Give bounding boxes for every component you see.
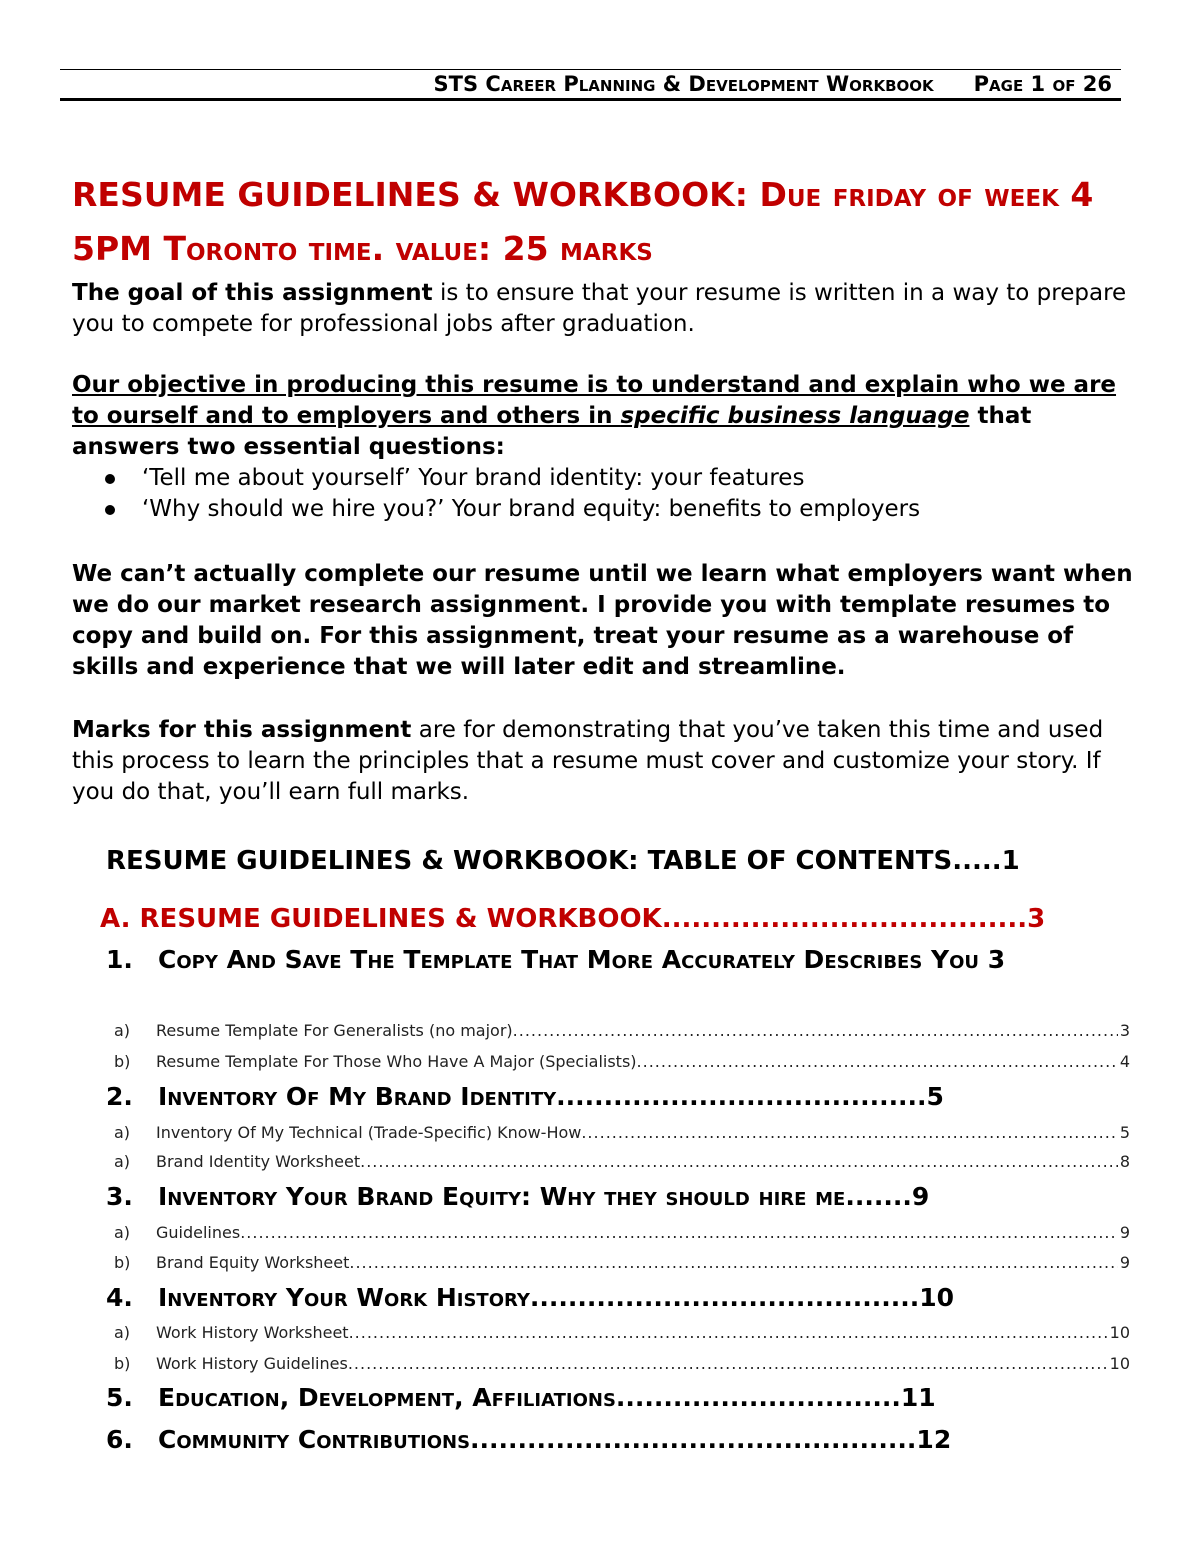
toc-subentry-text: Brand Identity Worksheet bbox=[156, 1152, 361, 1171]
header-of-label: of bbox=[1052, 72, 1076, 96]
toc-subentry[interactable] bbox=[114, 1322, 1130, 1344]
toc-leader bbox=[348, 1353, 1108, 1375]
toc-subentry-text: Guidelines bbox=[156, 1223, 241, 1242]
toc-leader bbox=[240, 1222, 1118, 1244]
toc-subentry[interactable] bbox=[114, 1122, 1130, 1144]
toc-subentry-text: Resume Template For Generalists (no major) bbox=[156, 1021, 513, 1040]
header-title: STS Career Planning & Development Workbook bbox=[433, 72, 934, 96]
toc-subentry-label: a) bbox=[114, 1021, 131, 1040]
title-marks: marks bbox=[548, 229, 653, 268]
toc-entry-number: 5. bbox=[106, 1383, 133, 1412]
toc-subentry[interactable] bbox=[114, 1051, 1130, 1073]
objective-paragraph bbox=[72, 370, 1142, 525]
document-title bbox=[72, 168, 1132, 276]
objective-rest: that answers two essential questions: bbox=[72, 403, 1032, 460]
toc-subentry-label: b) bbox=[114, 1052, 131, 1071]
header-bottom-rule bbox=[60, 98, 1121, 101]
toc-subentry-label: a) bbox=[114, 1123, 131, 1142]
toc-subentry[interactable] bbox=[114, 1020, 1130, 1042]
toc-entry-number: 3. bbox=[106, 1182, 133, 1211]
objective-emphasis: specific business language bbox=[620, 403, 970, 429]
research-paragraph bbox=[72, 559, 1142, 683]
toc-entry-2[interactable] bbox=[106, 1079, 1136, 1115]
research-text: We can’t actually complete our resume until we learn what employers want when we do our market research assignment. I provide you with template resumes to copy and build on. For this assignment, treat your resume as a warehouse of skills and experience that we will later edit and streamline. bbox=[72, 561, 1133, 680]
toc-subentry-label: b) bbox=[114, 1253, 131, 1272]
toc-subentry-label: a) bbox=[114, 1323, 131, 1342]
title-due: Due friday of week bbox=[759, 175, 1071, 214]
bullet-icon bbox=[105, 474, 115, 484]
toc-page-number: 4 bbox=[1119, 1052, 1130, 1071]
goal-text: is to ensure that your resume is written in a way to prepare you to compete for professional jobs after graduation. bbox=[72, 280, 1127, 337]
toc-leader bbox=[637, 1051, 1118, 1073]
toc-page-number: 10 bbox=[1109, 1354, 1130, 1373]
list-item-text: ‘Why should we hire you?’ Your brand equity: benefits to employers bbox=[142, 496, 921, 522]
toc-subentry-label: b) bbox=[114, 1354, 131, 1373]
toc-subentry-text: Inventory Of My Technical (Trade-Specific) Know-How bbox=[156, 1123, 582, 1142]
header-page-label: Page bbox=[973, 72, 1024, 96]
toc-entry-3[interactable] bbox=[106, 1179, 1136, 1215]
toc-page-number: 10 bbox=[1109, 1323, 1130, 1342]
title-rest: Toronto time. value: bbox=[152, 229, 503, 268]
bullet-icon bbox=[105, 505, 115, 515]
header-page-number: 1 bbox=[1030, 72, 1046, 96]
toc-leader bbox=[349, 1322, 1108, 1344]
toc-leader bbox=[349, 1252, 1117, 1274]
toc-page-number: 3 bbox=[1119, 1021, 1130, 1040]
list-item bbox=[72, 494, 1142, 525]
toc-subentry-label: a) bbox=[114, 1152, 131, 1171]
toc-subentry[interactable] bbox=[114, 1151, 1130, 1173]
title-time: 4 5PM bbox=[72, 175, 1094, 268]
toc-leader bbox=[581, 1122, 1117, 1144]
goal-paragraph bbox=[72, 278, 1142, 340]
title-value: 25 bbox=[502, 229, 549, 268]
toc-subentry[interactable] bbox=[114, 1222, 1130, 1244]
toc-subentry-text: Brand Equity Worksheet bbox=[156, 1253, 350, 1272]
toc-leader bbox=[513, 1020, 1118, 1042]
toc-entry-number: 2. bbox=[106, 1082, 133, 1111]
toc-subentry-text: Work History Guidelines bbox=[156, 1354, 348, 1373]
toc-subentry[interactable] bbox=[114, 1353, 1130, 1375]
toc-entry-text: Inventory Your Brand Equity: Why they should hire me.......9 bbox=[158, 1182, 930, 1211]
page-header bbox=[60, 72, 1112, 98]
toc-leader bbox=[360, 1151, 1118, 1173]
title-main: RESUME GUIDELINES & WORKBOOK: bbox=[72, 175, 760, 214]
question-list bbox=[72, 463, 1142, 525]
toc-subentry-text: Resume Template For Those Who Have A Major (Specialists) bbox=[156, 1052, 637, 1071]
marks-lead: Marks for this assignment bbox=[72, 717, 412, 743]
toc-subentry-label: a) bbox=[114, 1223, 131, 1242]
toc-subentry-text: Work History Worksheet bbox=[156, 1323, 349, 1342]
toc-entry-text: Community Contributions...............................................12 bbox=[158, 1425, 952, 1454]
toc-entry-6[interactable] bbox=[106, 1422, 1136, 1458]
toc-entry-5[interactable] bbox=[106, 1380, 1136, 1416]
toc-page-number: 9 bbox=[1119, 1253, 1130, 1272]
goal-lead: The goal of this assignment bbox=[72, 280, 433, 306]
header-total-pages: 26 bbox=[1082, 72, 1112, 96]
toc-entry-4[interactable] bbox=[106, 1280, 1136, 1316]
objective-underlined: Our objective in producing this resume is to understand and explain who we are to ourself and to employers and others in bbox=[72, 372, 1117, 429]
toc-entry-text: Education, Development, Affiliations..............................11 bbox=[158, 1383, 936, 1412]
toc-page-number: 5 bbox=[1119, 1123, 1130, 1142]
toc-entry-1[interactable] bbox=[106, 942, 1136, 978]
toc-page-number: 9 bbox=[1119, 1223, 1130, 1242]
marks-paragraph bbox=[72, 715, 1142, 808]
toc-heading[interactable]: RESUME GUIDELINES & WORKBOOK: TABLE OF CONTENTS.....1 bbox=[106, 846, 1020, 876]
toc-entry-number: 4. bbox=[106, 1283, 133, 1312]
toc-entry-text: Copy And Save The Template That More Accurately Describes You 3 bbox=[158, 945, 1006, 974]
toc-entry-number: 1. bbox=[106, 945, 133, 974]
list-item bbox=[72, 463, 1142, 494]
toc-entry-text: Inventory Your Work History.........................................10 bbox=[158, 1283, 955, 1312]
toc-page-number: 8 bbox=[1119, 1152, 1130, 1171]
header-top-rule bbox=[60, 69, 1121, 70]
toc-entry-number: 6. bbox=[106, 1425, 133, 1454]
marks-text: are for demonstrating that you’ve taken this time and used this process to learn the principles that a resume must cover and customize your story. If you do that, you’ll earn full marks. bbox=[72, 717, 1104, 805]
toc-subentry[interactable] bbox=[114, 1252, 1130, 1274]
list-item-text: ‘Tell me about yourself’ Your brand identity: your features bbox=[142, 465, 805, 491]
toc-section-a[interactable]: A. RESUME GUIDELINES & WORKBOOK.....................................3 bbox=[100, 904, 1046, 934]
toc-entry-text: Inventory Of My Brand Identity.......................................5 bbox=[158, 1082, 944, 1111]
